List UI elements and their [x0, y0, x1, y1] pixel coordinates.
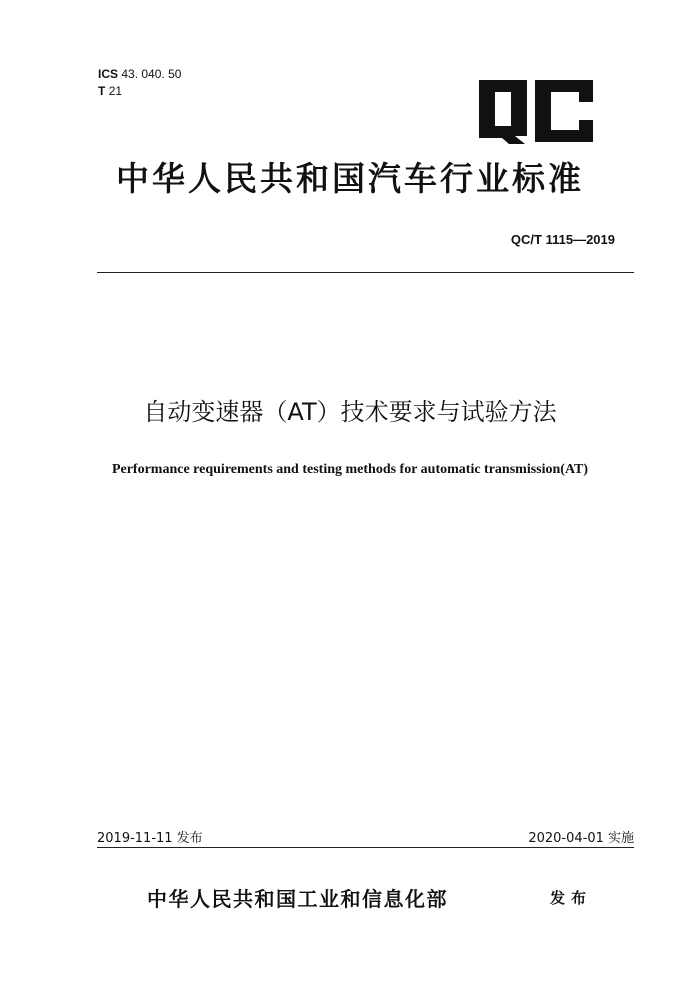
publisher-name: 中华人民共和国工业和信息化部	[147, 887, 448, 911]
standard-number: QC/T 1115—2019	[510, 232, 615, 247]
ccs-code	[98, 83, 122, 99]
footer-divider	[97, 847, 634, 848]
standard-type-title: 中华人民共和国汽车行业标准	[116, 159, 584, 198]
issue-date: 2019-11-11 发布	[97, 831, 203, 846]
ccs-label: T	[98, 84, 106, 98]
qc-logo	[475, 78, 597, 146]
implementation-date: 2020-04-01 实施	[528, 831, 634, 846]
ics-label: ICS	[98, 67, 119, 81]
document-title-chinese: 自动变速器（AT）技术要求与试验方法	[143, 398, 557, 426]
ics-code	[98, 66, 181, 82]
ics-number: 43. 040. 50	[121, 67, 182, 81]
document-title-english: Performance requirements and testing methods for automatic transmission(AT)	[111, 462, 589, 477]
publish-label: 发布	[550, 889, 593, 907]
ccs-number: 21	[108, 84, 123, 98]
header-divider	[97, 272, 634, 273]
